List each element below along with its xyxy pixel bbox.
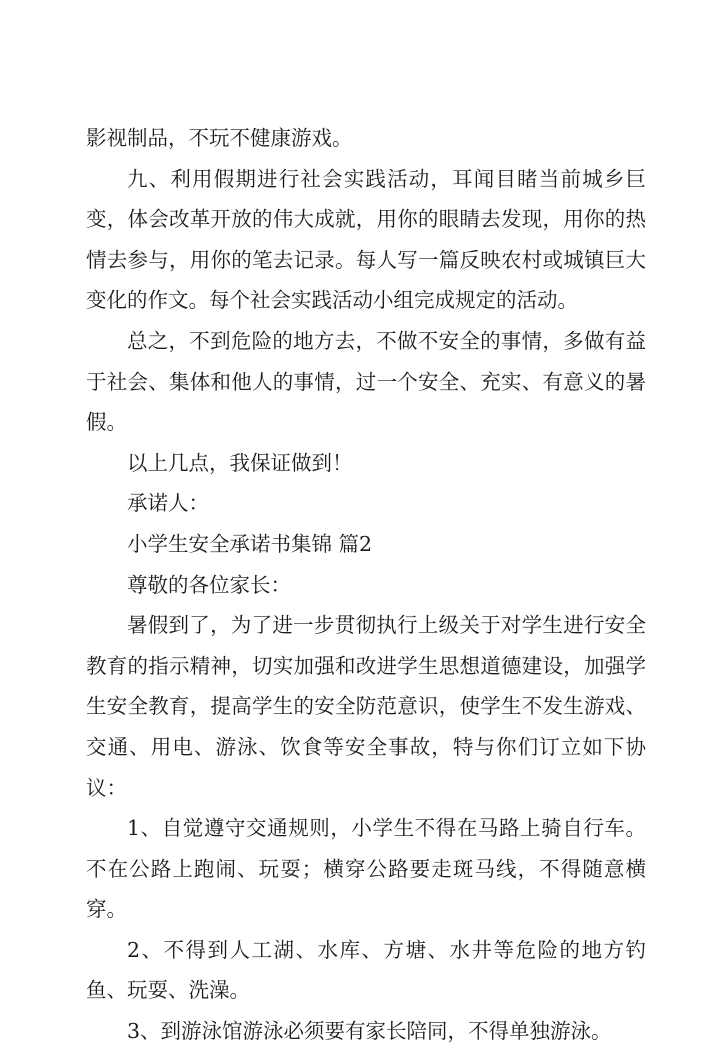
section-heading: 小学生安全承诺书集锦 篇2: [127, 531, 373, 556]
paragraph-summary: 总之，不到危险的地方去，不做不安全的事情，多做有益于社会、集体和他人的事情，过一个安全、充实、有意义的暑假。: [86, 328, 646, 435]
paragraph-item-nine: 九、利用假期进行社会实践活动，耳闻目睹当前城乡巨变，体会改革开放的伟大成就，用你的眼睛去发现，用你的热情去参与，用你的笔去记录。每人写一篇反映农村或城镇巨大变化的作文。每个社会实践活动小组完成规定的活动。: [86, 166, 646, 313]
paragraph-intro: 暑假到了，为了进一步贯彻执行上级关于对学生进行安全教育的指示精神，切实加强和改进学生思想道德建设，加强学生安全教育，提高学生的安全防范意识，使学生不发生游戏、交通、用电、游泳、饮食等安全事故，特与你们订立如下协议：: [86, 613, 646, 800]
salutation: 尊敬的各位家长：: [127, 572, 291, 597]
paragraph-guarantee: 以上几点，我保证做到！: [127, 450, 353, 475]
document-body: [86, 118, 646, 1052]
paragraph-rule-1: 1、自觉遵守交通规则，小学生不得在马路上骑自行车。不在公路上跑闹、玩耍；横穿公路要走斑马线，不得随意横穿。: [86, 816, 646, 922]
paragraph-continuation: 影视制品，不玩不健康游戏。: [86, 126, 353, 150]
paragraph-rule-3: 3、到游泳馆游泳必须要有家长陪同，不得单独游泳。: [127, 1019, 612, 1044]
paragraph-rule-2: 2、不得到人工湖、水库、方塘、水井等危险的地方钓鱼、玩耍、洗澡。: [86, 937, 646, 1003]
paragraph-signatory: 承诺人：: [127, 491, 209, 516]
